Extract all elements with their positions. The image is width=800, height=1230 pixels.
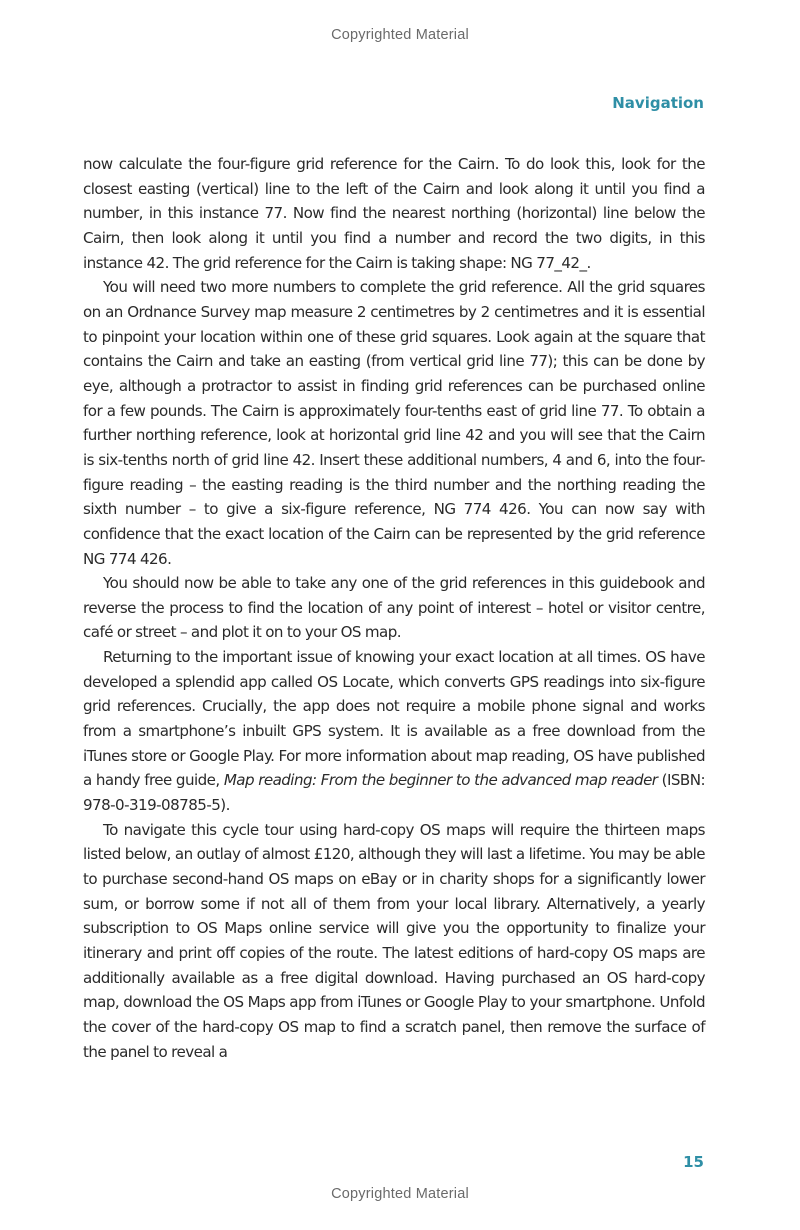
page-number: 15 [683,1153,704,1171]
copyright-watermark-top: Copyrighted Material [331,27,469,43]
paragraph-2: You will need two more numbers to complete the grid reference. All the grid squares on an Ordnance Survey map measure 2 centimetres by 2 centimetres and it is essential to pinpoint your location within one of these grid squares. Look again at the square that contains the Cairn and take an easting (from vertical grid line 77); this can be done by eye, although a protractor to assist in finding grid references can be purchased online for a few pounds. The Cairn is approximately four-tenths east of grid line 77. To obtain a further northing reference, look at horizontal grid line 42 and you will see that the Cairn is six-tenths north of grid line 42. Insert these additional numbers, 4 and 6, into the four-figure reading – the easting reading is the third number and the northing reading the sixth number – to give a six-figure reference, NG 774 426. You can now say with confidence that the exact location of the Cairn can be represented by the grid reference NG 774 426. [83,278,705,568]
paragraph-4 [83,645,705,818]
paragraph-3: You should now be able to take any one of the grid references in this guidebook and reverse the process to find the location of any point of interest – hotel or visitor centre, café or street – and plot it on to your OS map. [83,574,705,642]
book-title-italic: Map reading: From the beginner to the advanced map reader [223,771,658,790]
paragraph-4-text-after: (ISBN: 978-0-319-08785-5). [83,771,705,815]
running-head: Navigation [612,94,704,112]
paragraph-4-text-before: Returning to the important issue of knowing your exact location at all times. OS have developed a splendid app called OS Locate, which converts GPS readings into six-figure grid references. Crucially, the app does not require a mobile phone signal and works from a smartphone’s inbuilt GPS system. It is available as a free download from the iTunes store or Google Play. For more information about map reading, OS have published a handy free guide, [83,648,705,790]
copyright-watermark-bottom: Copyrighted Material [331,1186,469,1202]
body-text [83,152,705,1064]
paragraph-1: now calculate the four-figure grid reference for the Cairn. To do look this, look for the closest easting (vertical) line to the left of the Cairn and look along it until you find a number, in this instance 77. Now find the nearest northing (horizontal) line below the Cairn, then look along it until you find a number and record the two digits, in this instance 42. The grid reference for the Cairn is taking shape: NG 77_42_. [83,155,705,272]
paragraph-5: To navigate this cycle tour using hard-copy OS maps will require the thirteen maps listed below, an outlay of almost £120, although they will last a lifetime. You may be able to purchase second-hand OS maps on eBay or in charity shops for a significantly lower sum, or borrow some if not all of them from your local library. Alternatively, a yearly subscription to OS Maps online service will give you the opportunity to finalize your itinerary and print off copies of the route. The latest editions of hard-copy OS maps are additionally available as a free digital download. Having purchased an OS hard-copy map, download the OS Maps app from iTunes or Google Play to your smartphone. Unfold the cover of the hard-copy OS map to find a scratch panel, then remove the surface of the panel to reveal a [83,820,705,1061]
